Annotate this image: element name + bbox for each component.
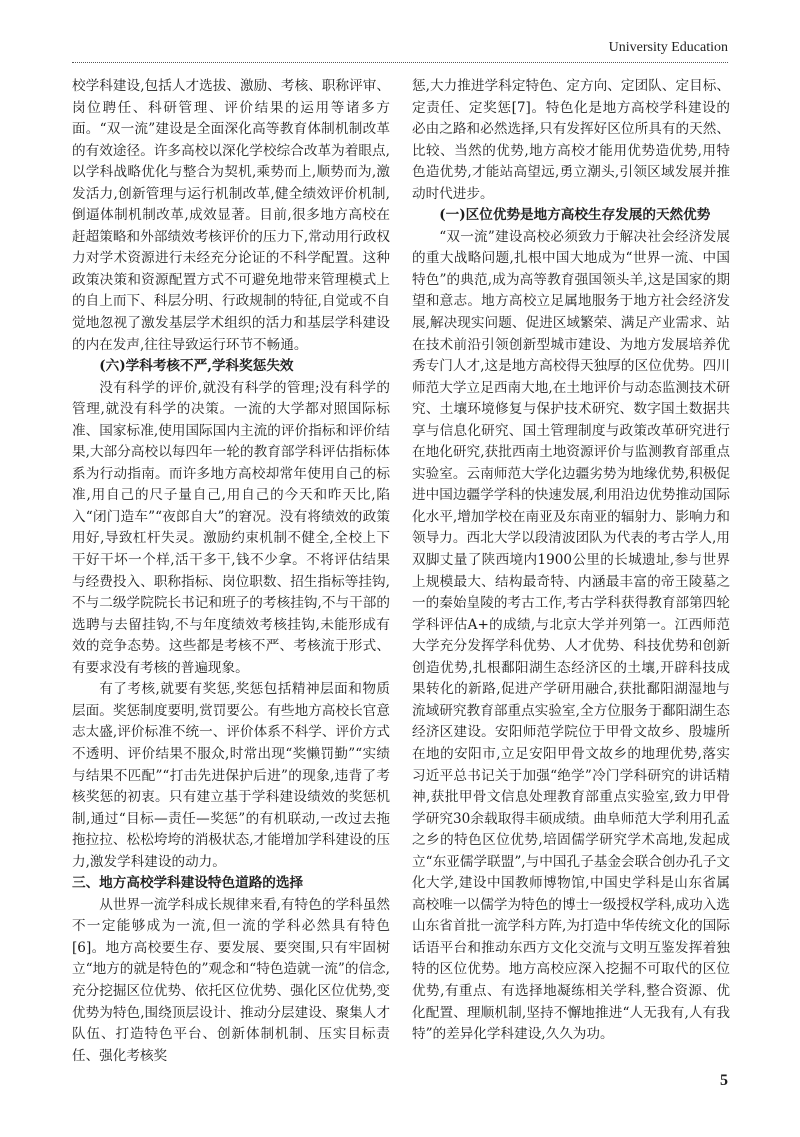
header-dotted-rule — [72, 62, 728, 63]
paragraph-continued: 惩,大力推进学科定特色、定方向、定团队、定目标、定责任、定奖惩[7]。特色化是地方高校学科建设的必由之路和必然选择,只有发挥好区位所具有的天然、比较、当然的优势,地方高校才能用优势造优势,用特色造优势,才能站高望远,勇立潮头,引领区域发展并推动时代进步。 — [412, 78, 730, 202]
section-heading-6: (六)学科考核不严,学科奖惩失效 — [99, 358, 294, 375]
subsection-heading-1: (一)区位优势是地方高校生存发展的天然优势 — [439, 207, 711, 224]
paragraph: 没有科学的评价,就没有科学的管理;没有科学的管理,就没有科学的决策。一流的大学都对照国际标准、国家标准,使用国际国内主流的评价指标和评价结果,大部分高校以每四年一轮的教育部学科评估指标体系为行动指南。而许多地方高校却常年使用自己的标准,用自己的尺子量自己,用自己的今天和昨天比,陷入“闭门造车”“夜郎自大”的窘况。没有将绩效的政策用好,导致杠杆失灵。激励约束机制不健全,全校上下干好干坏一个样,活干多干,钱不少拿。不将评估结果与经费投入、职称指标、岗位职数、招生指标等挂钩,不与二级学院院长书记和班子的考核挂钩,不与干部的选聘与去留挂钩,不与年度绩效考核挂钩,未能形成有效的竞争态势。这些都是考核不严、考核流于形式、有要求没有考核的普遍现象。 — [72, 379, 390, 676]
paragraph: 有了考核,就要有奖惩,奖惩包括精神层面和物质层面。奖惩制度要明,赏罚要公。有些地方高校长官意志太盛,评价标准不统一、评价体系不科学、评价方式不透明、评价结果不服众,时常出现“奖懒罚勤”“实绩与结果不匹配”“打击先进保护后进”的现象,违背了考核奖惩的初衷。只有建立基于学科建设绩效的奖惩机制,通过“目标—责任—奖惩”的有机联动,一改过去拖拖拉拉、松松垮垮的消极状态,才能增加学科建设的压力,激发学科建设的动力。 — [72, 681, 390, 870]
left-column — [72, 76, 390, 1067]
right-column — [412, 76, 730, 1046]
section-heading-3: 三、地方高校学科建设特色道路的选择 — [72, 875, 304, 892]
running-title: University Education — [608, 40, 728, 55]
paragraph: “双一流”建设高校必须致力于解决社会经济发展的重大战略问题,扎根中国大地成为“世界一流、中国特色”的典范,成为高等教育强国领头羊,这是国家的期望和意志。地方高校立足属地服务于地方社会经济发展,解决现实问题、促进区域繁荣、满足产业需求、站在技术前沿引领创新型城市建设、为地方发展培养优秀专门人才,这是地方高校得天独厚的区位优势。四川师范大学立足西南大地,在土地评价与动态监测技术研究、土壤环境修复与保护技术研究、数字国土数据共享与信息化研究、国土管理制度与政策改革研究进行在地化研究,获批西南土地资源评价与监测教育部重点实验室。云南师范大学化边疆劣势为地缘优势,积极促进中国边疆学学科的快速发展,利用沿边优势推动国际化水平,增加学校在南亚及东南亚的辐射力、影响力和领导力。西北大学以段清波团队为代表的考古学人,用双脚丈量了陕西境内1900公里的长城遗址,参与世界上规模最大、结构最奇特、内涵最丰富的帝王陵墓之一的秦始皇陵的考古工作,考古学科获得教育部第四轮学科评估A+的成绩,与北京大学并列第一。江西师范大学充分发挥学科优势、人才优势、科技优势和创新创造优势,扎根鄱阳湖生态经济区的土壤,开辟科技成果转化的新路,促进产学研用融合,获批鄱阳湖湿地与流域研究教育部重点实验室,全方位服务于鄱阳湖生态经济区建设。安阳师范学院位于甲骨文故乡、殷墟所在地的安阳市,立足安阳甲骨文故乡的地理优势,落实习近平总书记关于加强“绝学”冷门学科研究的讲话精神,获批甲骨文信息处理教育部重点实验室,致力甲骨学研究30余载取得丰硕成绩。曲阜师范大学利用孔孟之乡的特色区位优势,培固儒学研究学术高地,发起成立“东亚儒学联盟”,与中国孔子基金会联合创办孔子文化大学,建设中国教师博物馆,中国史学科是山东省属高校唯一以儒学为特色的博士一级授权学科,成功入选山东省首批一流学科方阵,为打造中华传统文化的国际话语平台和推动东西方文化交流与文明互鉴发挥着独特的区位优势。地方高校应深入挖掘不可取代的区位优势,有重点、有选择地凝练相关学科,整合资源、优化配置、理顺机制,坚持不懈地推进“人无我有,人有我特”的差异化学科建设,久久为功。 — [412, 228, 730, 1043]
paragraph: 从世界一流学科成长规律来看,有特色的学科虽然不一定能够成为一流,但一流的学科必然具有特色[6]。地方高校要生存、要发展、要突围,只有牢固树立“地方的就是特色的”观念和“特色造就一流”的信念,充分挖掘区位优势、依托区位优势、强化区位优势,变优势为特色,围绕顶层设计、推动分层建设、聚集人才队伍、打造特色平台、创新体制机制、压实目标责任、强化考核奖 — [72, 896, 390, 1064]
page-number: 5 — [720, 1072, 728, 1089]
paragraph-continued: 校学科建设,包括人才选拔、激励、考核、职称评审、岗位聘任、科研管理、评价结果的运用等诸多方面。“双一流”建设是全面深化高等教育体制机制改革的有效途径。许多高校以深化学校综合改革为着眼点,以学科战略优化与整合为契机,乘势而上,顺势而为,激发活力,创新管理与运行机制改革,健全绩效评价机制,倒逼体制机制改革,成效显著。目前,很多地方高校在赶超策略和外部绩效考核评价的压力下,常动用行政权力对学术资源进行未经充分论证的不科学配置。这种政策决策和资源配置方式不可避免地带来管理模式上的自上而下、科层分明、行政规制的特征,自觉或不自觉地忽视了激发基层学术组织的活力和基层学科建设的内在发声,往往导致运行环节不畅通。 — [72, 78, 390, 353]
